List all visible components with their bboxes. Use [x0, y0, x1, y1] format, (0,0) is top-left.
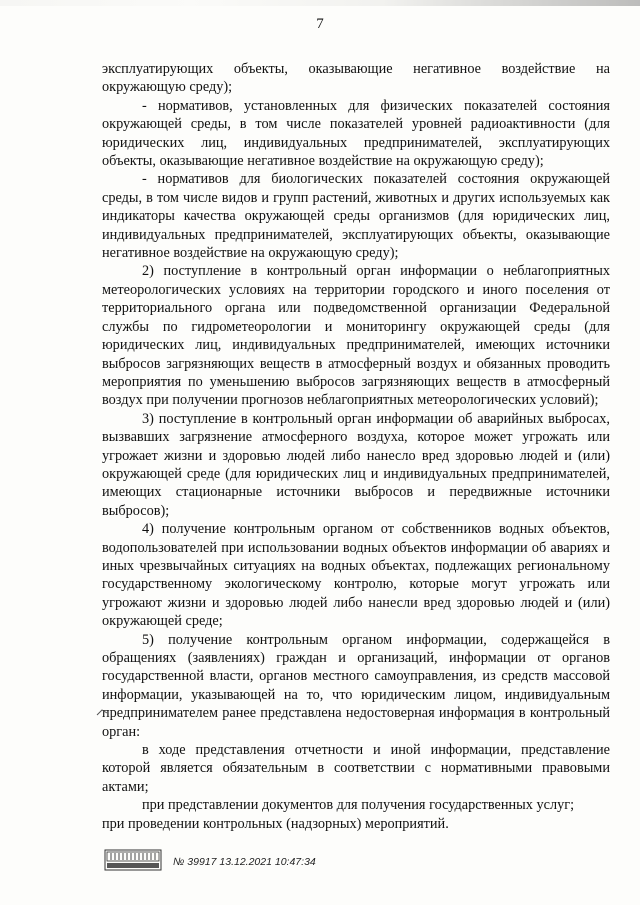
paragraph-9: при представлении документов для получения государственных услуг;	[142, 797, 575, 814]
paragraph-10: при проведении контрольных (надзорных) мероприятий.	[102, 815, 449, 832]
paragraph-6: 4) получение контрольным органом от собственников водных объектов, водопользователей при использовании водных объектов информации об авариях и иных чрезвычайных ситуациях на водных объектах, подлежащих региональному государственному экологическому контролю, которые могут угрожать или угрожают жизни и здоровью людей либо нанесли вред здоровью людей и (или) окружающей среде;	[102, 521, 610, 630]
paragraph-5: 3) поступление в контрольный орган информации об аварийных выбросах, вызвавших загрязнение атмосферного воздуха, которое может угрожать или угрожает жизни и здоровью людей либо нанесло вред здоровью людей и (или) окружающей среде (для юридических лиц и индивидуальных предпринимателей, имеющих стационарные источники выбросов и передвижные источники выбросов);	[102, 410, 610, 519]
registration-number: № 39917 13.12.2021 10:47:34	[173, 856, 316, 868]
paragraph-3: - нормативов для биологических показателей состояния окружающей среды, в том числе видов и групп растений, животных и других используемых как индикаторы качества окружающей среды организмов (для юридических лиц, индивидуальных предпринимателей, эксплуатирующих объекты, оказывающие негативное воздействие на окружающую среду);	[102, 171, 610, 262]
paragraph-2: - нормативов, установленных для физических показателей состояния окружающей среды, в том числе показателей уровней радиоактивности (для юридических лиц, индивидуальных предпринимателей, эксплуатирующих объекты, оказывающие негативное воздействие на окружающую среду);	[102, 97, 610, 170]
paragraph-1: эксплуатирующих объекты, оказывающие негативное воздействие на окружающую среду);	[102, 61, 610, 96]
registry-stamp-icon	[104, 849, 162, 871]
page-number: 7	[316, 16, 324, 32]
paragraph-7: 5) получение контрольным органом информации, содержащейся в обращениях (заявлениях) граждан и организаций, информации от органов государственной власти, органов местного самоуправления, из средств массовой информации, указывающей на то, что юридическим лицом, индивидуальным предпринимателем ранее представлена недостоверная информация в контрольный орган:	[102, 631, 610, 740]
document-body	[102, 60, 610, 833]
paragraph-8: в ходе представления отчетности и иной информации, представление которой является обязательным в соответствии с нормативными правовыми актами;	[102, 742, 610, 795]
scan-top-edge	[0, 0, 640, 6]
pen-mark-icon	[96, 707, 108, 717]
paragraph-4: 2) поступление в контрольный орган информации о неблагоприятных метеорологических условиях на территории городского и иного поселения от территориального органа или подведомственной организации Федеральной службы по гидрометеорологии и мониторингу окружающей среды (для юридических лиц, индивидуальных предпринимателей, имеющих источники выбросов загрязняющих веществ в атмосферный воздух и обязанных проводить мероприятия по уменьшению выбросов загрязняющих веществ в атмосферный воздух при получении прогнозов неблагоприятных метеорологических условий);	[102, 263, 610, 409]
